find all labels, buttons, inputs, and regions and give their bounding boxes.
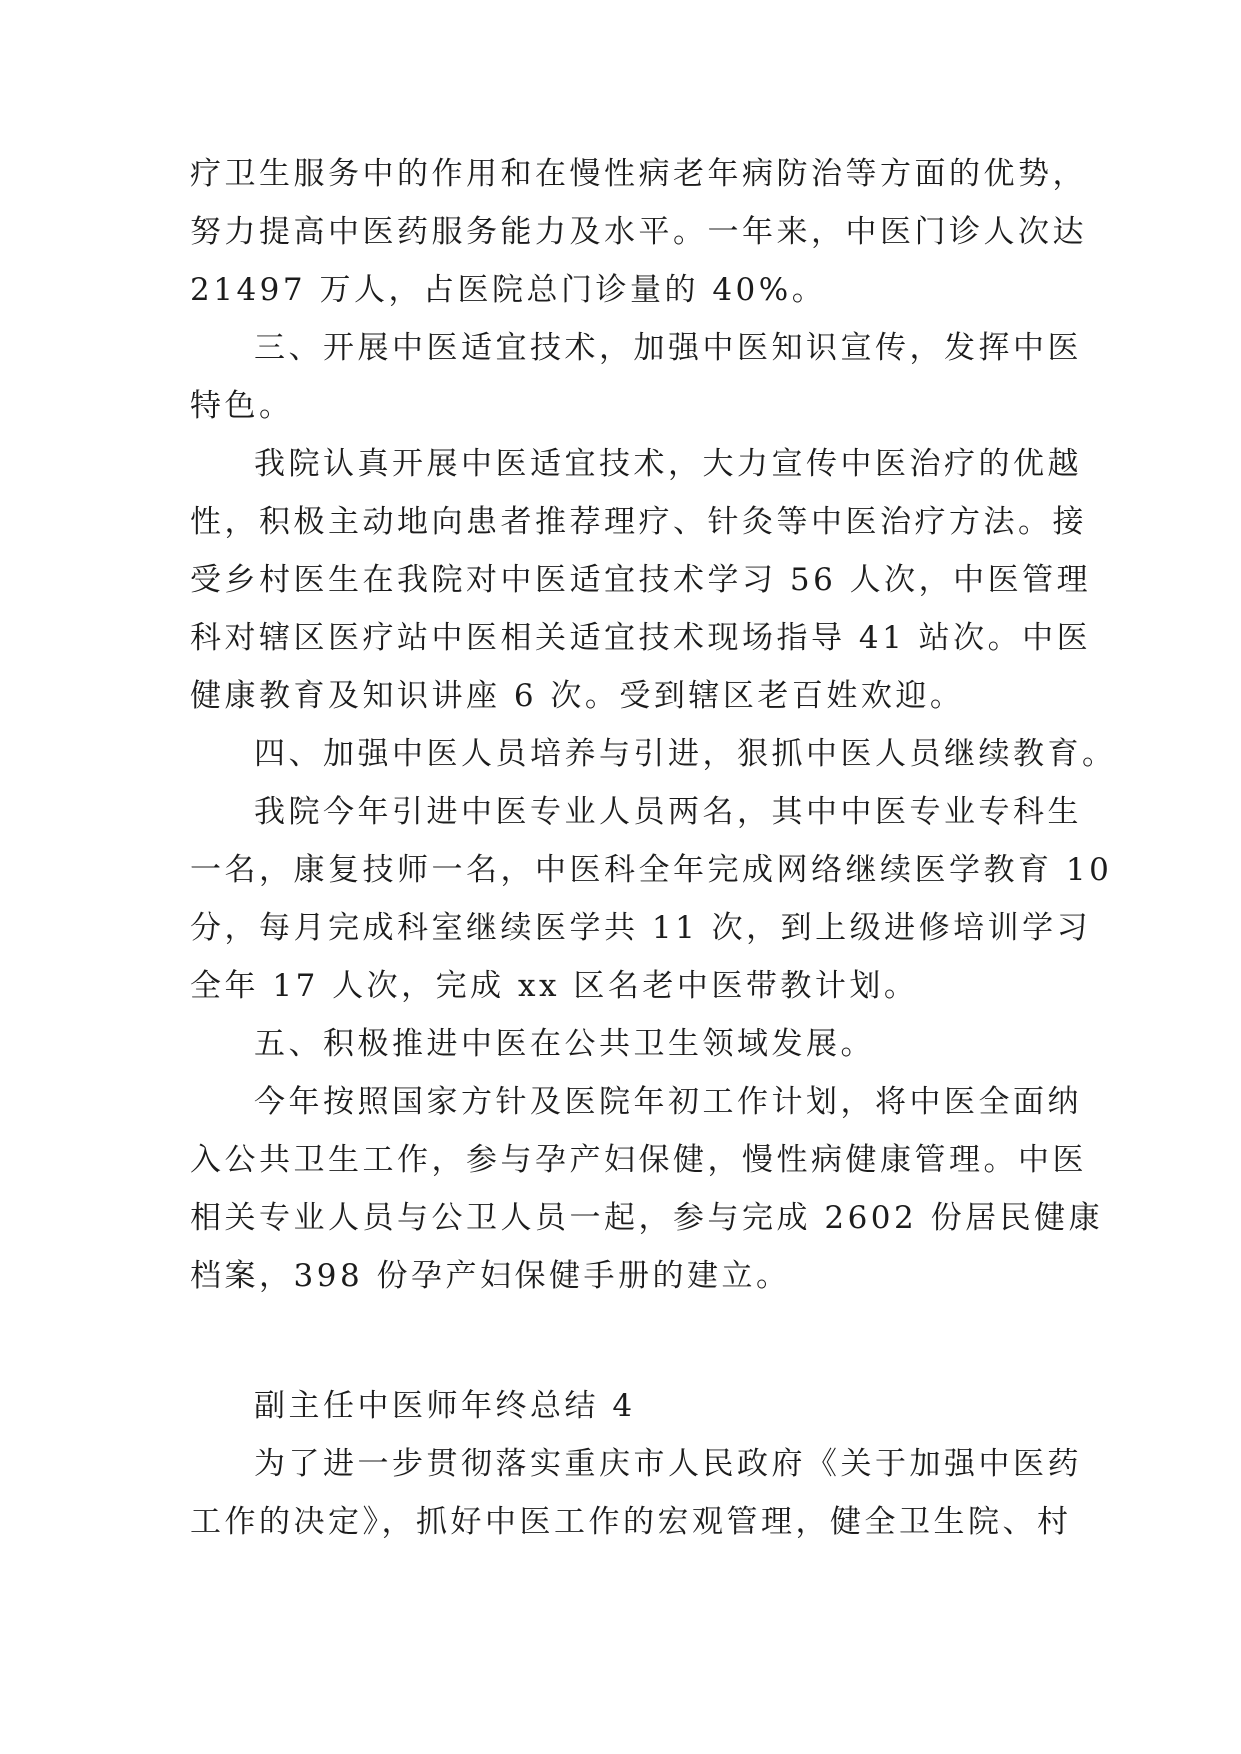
body-text-line: 受乡村医生在我院对中医适宜技术学习 56 人次，中医管理 bbox=[190, 562, 1092, 598]
body-text-line: 努力提高中医药服务能力及水平。一年来，中医门诊人次达 bbox=[190, 214, 1087, 250]
body-text-line: 为了进一步贯彻落实重庆市人民政府《关于加强中医药 bbox=[254, 1446, 1082, 1482]
body-text-line: 性，积极主动地向患者推荐理疗、针灸等中医治疗方法。接 bbox=[190, 504, 1087, 540]
body-text-line: 工作的决定》，抓好中医工作的宏观管理，健全卫生院、村 bbox=[190, 1504, 1072, 1540]
body-text-line: 科对辖区医疗站中医相关适宜技术现场指导 41 站次。中医 bbox=[190, 620, 1092, 656]
body-text-line: 我院今年引进中医专业人员两名，其中中医专业专科生 bbox=[254, 794, 1082, 830]
body-text-line: 档案，398 份孕产妇保健手册的建立。 bbox=[190, 1258, 791, 1294]
section-heading-5: 五、积极推进中医在公共卫生领域发展。 bbox=[254, 1026, 875, 1062]
section-heading-4: 四、加强中医人员培养与引进，狠抓中医人员继续教育。 bbox=[254, 736, 1117, 772]
body-text-line: 全年 17 人次，完成 xx 区名老中医带教计划。 bbox=[190, 968, 919, 1004]
body-text-line: 我院认真开展中医适宜技术，大力宣传中医治疗的优越 bbox=[254, 446, 1082, 482]
body-text-line: 21497 万人，占医院总门诊量的 40%。 bbox=[190, 272, 827, 308]
body-text-line: 入公共卫生工作，参与孕产妇保健，慢性病健康管理。中医 bbox=[190, 1142, 1087, 1178]
body-text-line: 相关专业人员与公卫人员一起，参与完成 2602 份居民健康 bbox=[190, 1200, 1104, 1236]
body-text-line: 健康教育及知识讲座 6 次。受到辖区老百姓欢迎。 bbox=[190, 678, 965, 714]
body-text-line: 一名，康复技师一名，中医科全年完成网络继续医学教育 10 bbox=[190, 852, 1113, 888]
section-heading-3: 三、开展中医适宜技术，加强中医知识宣传，发挥中医 bbox=[254, 330, 1082, 366]
body-text-line: 分，每月完成科室继续医学共 11 次，到上级进修培训学习 bbox=[190, 910, 1092, 946]
body-text-line: 疗卫生服务中的作用和在慢性病老年病防治等方面的优势， bbox=[190, 156, 1087, 192]
body-text-line: 今年按照国家方针及医院年初工作计划，将中医全面纳 bbox=[254, 1084, 1082, 1120]
summary-title: 副主任中医师年终总结 4 bbox=[254, 1388, 636, 1424]
body-text-line: 特色。 bbox=[190, 388, 294, 424]
